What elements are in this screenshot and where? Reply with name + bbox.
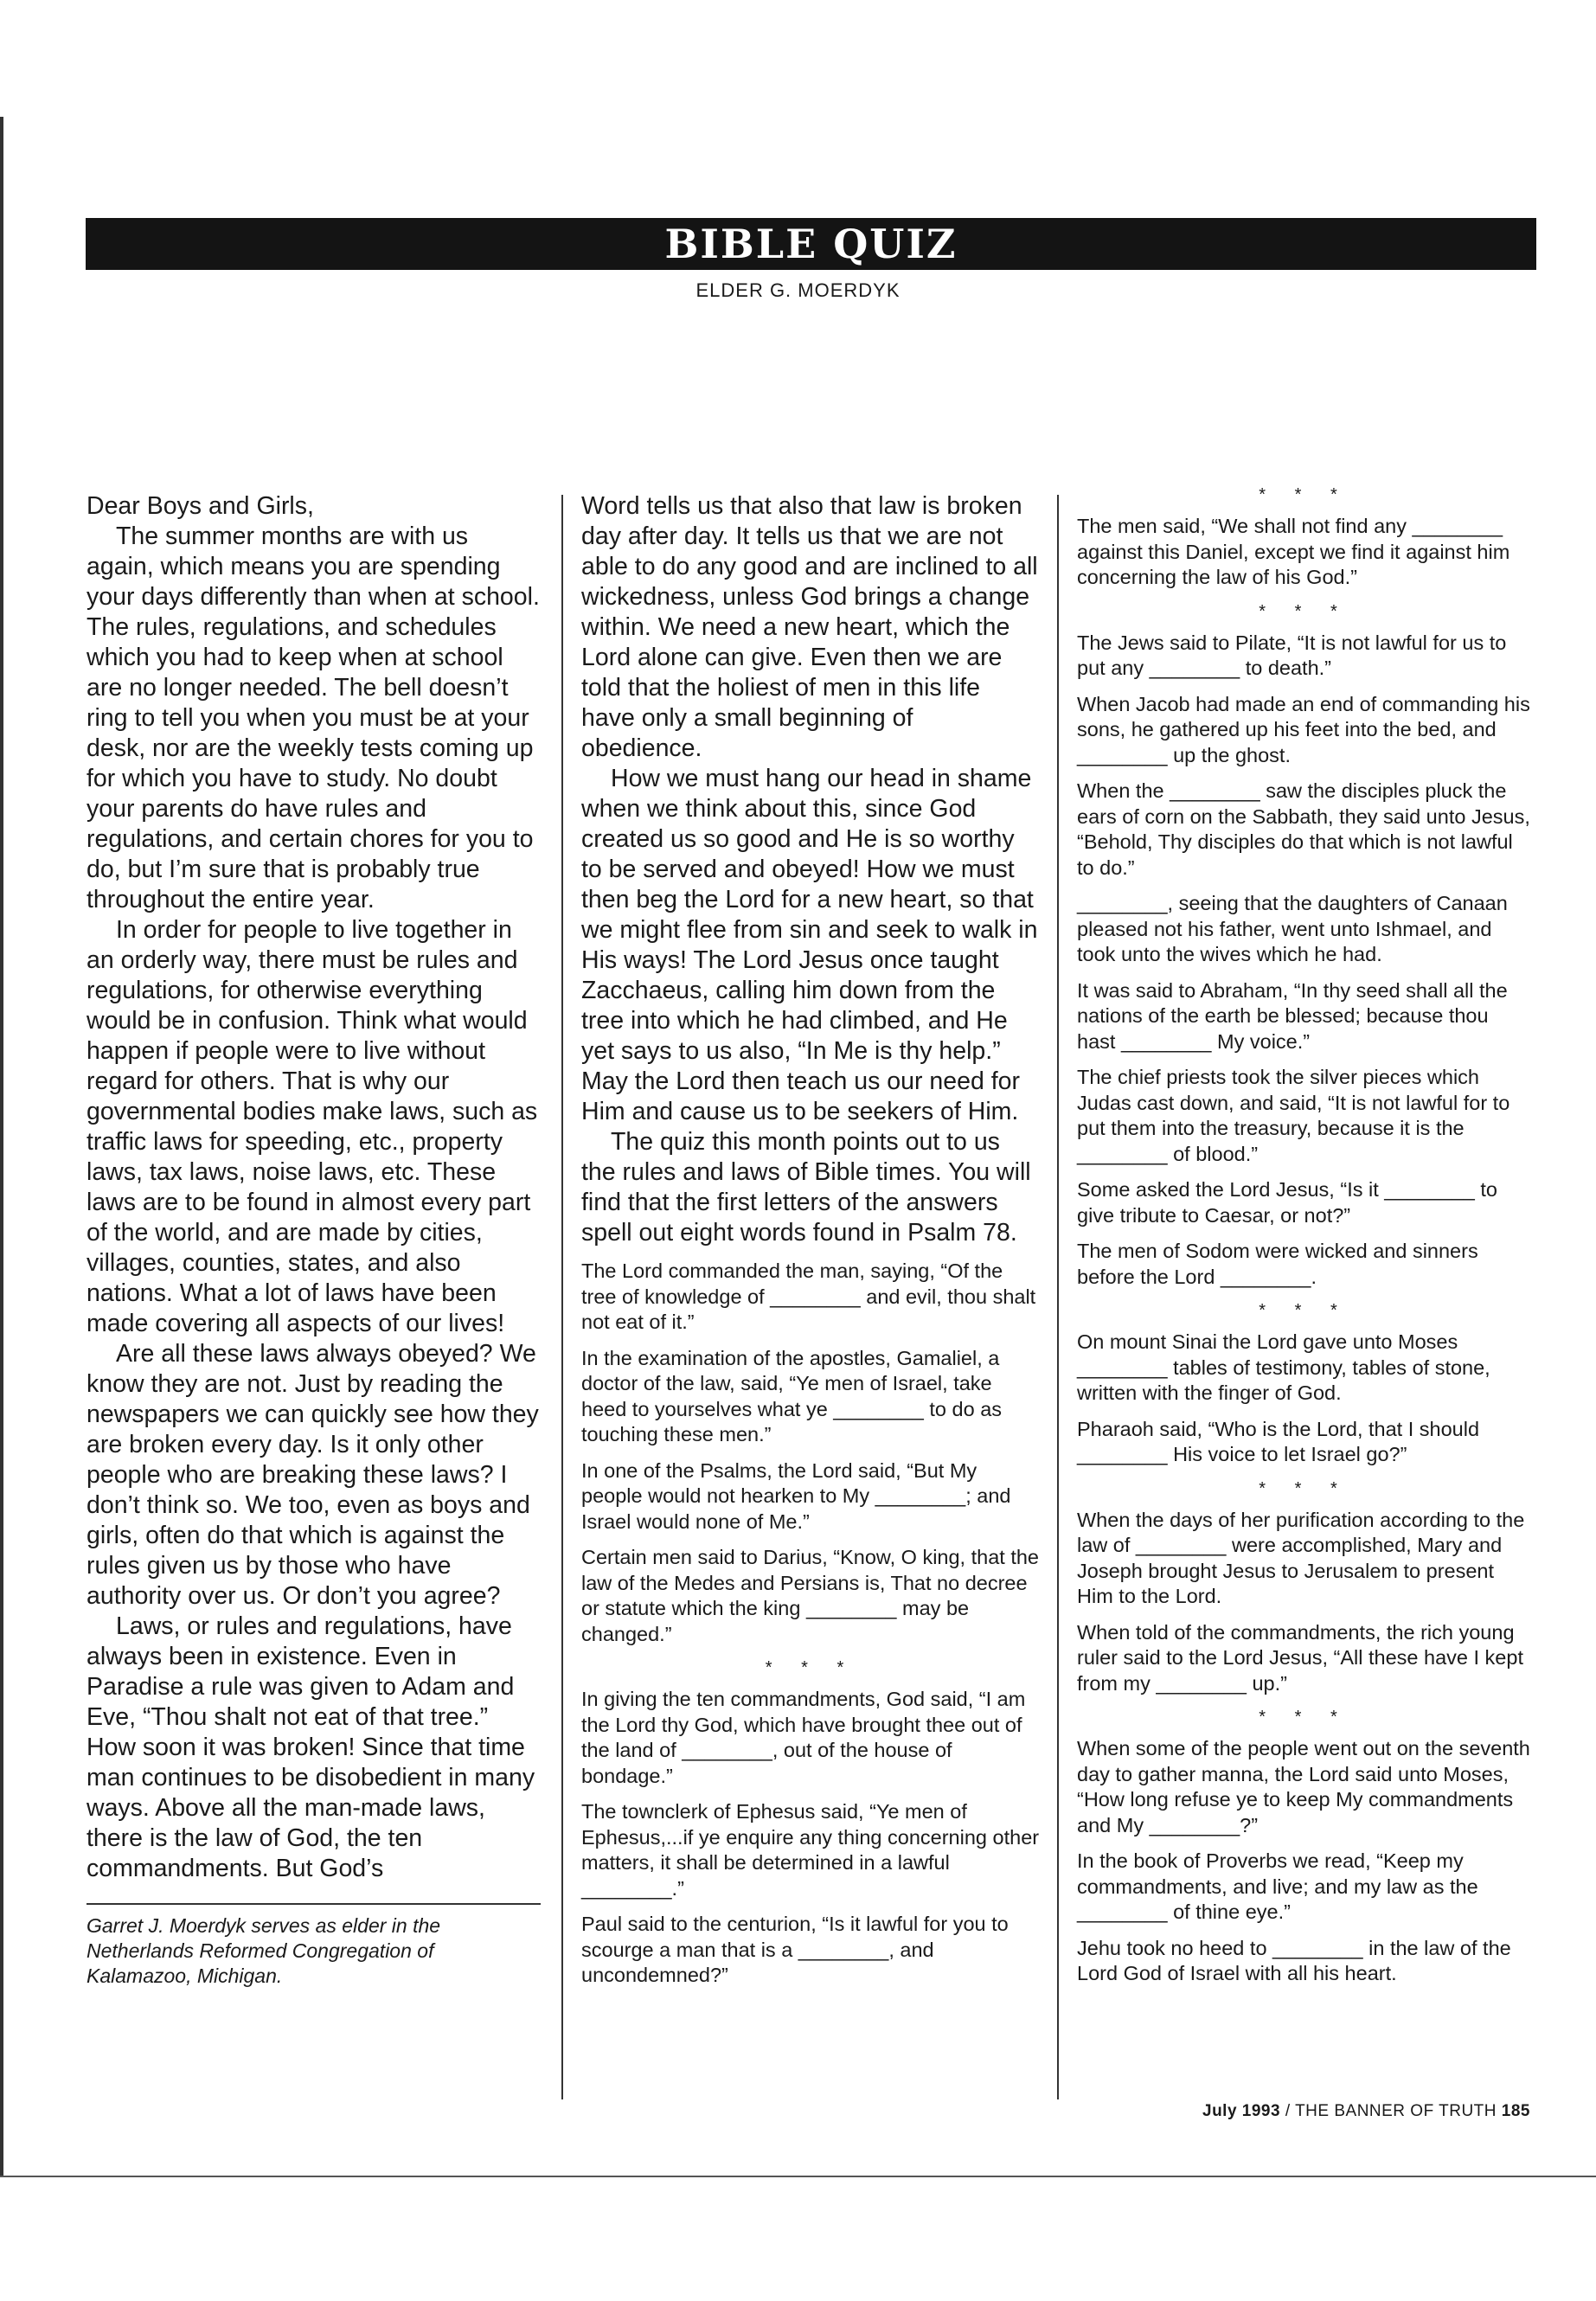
page-footer [1202, 2102, 1530, 2121]
quiz-question: Some asked the Lord Jesus, “Is it ________ to give tribute to Caesar, or not?” [1077, 1178, 1497, 1227]
quiz-question: The chief priests took the silver pieces which Judas cast down, and said, “It is not lawful for to put them into the treasury, because it is the ________ of blood.” [1077, 1066, 1510, 1165]
section-separator: * * * [1259, 1708, 1349, 1727]
publication-name: / THE BANNER OF TRUTH [1280, 2102, 1502, 2120]
quiz-question: When told of the commandments, the rich young ruler said to the Lord Jesus, “All these have I kept from my ________ up.” [1077, 1620, 1523, 1695]
section-separator: * * * [765, 1658, 856, 1677]
quiz-question: When some of the people went out on the seventh day to gather manna, the Lord said unto Moses, “How long refuse ye to keep My commandments and My ________?” [1077, 1737, 1530, 1836]
byline: ELDER G. MOERDYK [695, 279, 901, 301]
quiz-question: In the book of Proverbs we read, “Keep my commandments, and live; and my law as the ________ of thine eye.” [1077, 1849, 1478, 1923]
section-separator: * * * [1259, 1301, 1349, 1320]
quiz-question: In one of the Psalms, the Lord said, “But My people would not hearken to My ________; and Israel would none of Me.” [581, 1458, 1011, 1533]
quiz-question: When the ________ saw the disciples pluck the ears of corn on the Sabbath, they said unto Jesus, “Behold, Thy disciples do that which is not lawful to do.” [1077, 779, 1530, 879]
column-divider [1057, 495, 1059, 2099]
author-bio: Garret J. Moerdyk serves as elder in the Netherlands Reformed Congregation of Kalamazoo, Michigan. [87, 1914, 441, 1987]
quiz-question: The Lord commanded the man, saying, “Of the tree of knowledge of ________ and evil, thou shalt not eat of it.” [581, 1259, 1036, 1333]
quiz-question: In the examination of the apostles, Gamaliel, a doctor of the law, said, “Ye men of Israel, take heed to yourselves what ye ________ to do as touching these men.” [581, 1346, 1003, 1445]
paragraph: The quiz this month points out to us the rules and laws of Bible times. You will find that the first letters of the answers spell out eight words found in Psalm 78. [581, 1128, 1031, 1247]
quiz-question: The men said, “We shall not find any ________ against this Daniel, except we find it against him concerning the law of his God.” [1077, 515, 1510, 588]
paragraph: How we must hang our head in shame when we think about this, since God created us so good and He is so worthy to be served and obeyed! How we must then beg the Lord for a new heart, so that we might flee from sin and seek to walk in His ways! The Lord Jesus once taught Zacchaeus, calling him down from the tree into which he had climbed, and He yet says to us also, “In Me is thy help.” May the Lord then teach us our need for Him and cause us to be seekers of Him. [581, 765, 1038, 1125]
paragraph: Laws, or rules and regulations, have always been in existence. Even in Paradise a rule was given to Adam and Eve, “Thou shalt not eat of that tree.” How soon it was broken! Since that time man continues to be disobedient in many ways. Above all the man-made laws, there is the law of God, the ten commandments. But God’s [87, 1612, 535, 1882]
quiz-question: When Jacob had made an end of commanding his sons, he gathered up his feet into the bed, and ________ up the ghost. [1077, 692, 1530, 766]
quiz-question: In giving the ten commandments, God said, “I am the Lord thy God, which have brought thee out of the land of ________, out of the house of bondage.” [581, 1688, 1026, 1787]
quiz-question: Certain men said to Darius, “Know, O king, that the law of the Medes and Persians is, That no decree or statute which the king ________ may be changed.” [581, 1546, 1040, 1645]
quiz-question: On mount Sinai the Lord gave unto Moses ________ tables of testimony, tables of stone, written with the finger of God. [1077, 1330, 1490, 1404]
quiz-question: The Jews said to Pilate, “It is not lawful for us to put any ________ to death.” [1077, 631, 1507, 679]
quiz-question: The men of Sodom were wicked and sinners before the Lord ________. [1077, 1240, 1478, 1288]
paragraph: Word tells us that also that law is broken day after day. It tells us that we are not able to do any good and are inclined to all wickedness, unless God brings a change within. We need a new heart, which the Lord alone can give. Even then we are told that the holiest of men in this life have only a small beginning of obedience. [581, 492, 1038, 762]
section-separator: * * * [1259, 485, 1349, 504]
quiz-question: Jehu took no heed to ________ in the law of the Lord God of Israel with all his heart. [1077, 1936, 1511, 1984]
quiz-question: It was said to Abraham, “In thy seed shall all the nations of the earth be blessed; because thou hast ________ My voice.” [1077, 978, 1508, 1053]
quiz-question: When the days of her purification according to the law of ________ were accomplished, Mary and Joseph brought Jesus to Jerusalem to present Him to the Lord. [1077, 1508, 1525, 1607]
page-edge [0, 117, 3, 2176]
bottom-rule [0, 2176, 1596, 2177]
column-3 [1077, 481, 1531, 1997]
quiz-question: Paul said to the centurion, “Is it lawful for you to scourge a man that is a ________, and uncondemned?” [581, 1913, 1009, 1986]
quiz-question: ________, seeing that the daughters of Canaan pleased not his father, went unto Ishmael, and took unto the wives which he had. [1077, 892, 1508, 965]
issue-date: July 1993 [1202, 2102, 1281, 2120]
section-separator: * * * [1259, 1478, 1349, 1498]
salutation: Dear Boys and Girls, [87, 492, 314, 520]
page-title: BIBLE QUIZ [664, 221, 958, 267]
column-1 [87, 491, 541, 1989]
column-2 [581, 491, 1040, 1999]
paragraph: Are all these laws always obeyed? We know they are not. Just by reading the newspapers we can quickly see how they are broken every day. Is it only other people who are breaking these laws? I don’t think so. We too, even as boys and girls, often do that which is against the rules given us by those who have authority over us. Or don’t you agree? [87, 1340, 539, 1610]
bio-divider [87, 1903, 541, 1905]
page-number: 185 [1501, 2102, 1530, 2120]
paragraph: In order for people to live together in an orderly way, there must be rules and regulations, for otherwise everything would be in confusion. Think what would happen if people were to live without regard for others. That is why our governmental bodies make laws, such as traffic laws for speeding, etc., property laws, tax laws, noise laws, etc. These laws are to be found in almost every part of the world, and are made by cities, villages, counties, states, and also nations. What a lot of laws have been made covering all aspects of our lives! [87, 916, 538, 1337]
paragraph: The summer months are with us again, which means you are spending your days differently than when at school. The rules, regulations, and schedules which you had to keep when at school are no longer needed. The bell doesn’t ring to tell you when you must be at your desk, nor are the weekly tests coming up for which you have to study. No doubt your parents do have rules and regulations, and certain chores for you to do, but I’m sure that is probably true throughout the entire year. [87, 522, 540, 913]
quiz-question: Pharaoh said, “Who is the Lord, that I should ________ His voice to let Israel go?” [1077, 1417, 1480, 1465]
title-banner [86, 218, 1536, 270]
quiz-question: The townclerk of Ephesus said, “Ye men of Ephesus,...if ye enquire any thing concerning other matters, it shall be determined in a lawful ________.” [581, 1800, 1040, 1900]
column-divider [561, 495, 563, 2099]
section-separator: * * * [1259, 601, 1349, 621]
